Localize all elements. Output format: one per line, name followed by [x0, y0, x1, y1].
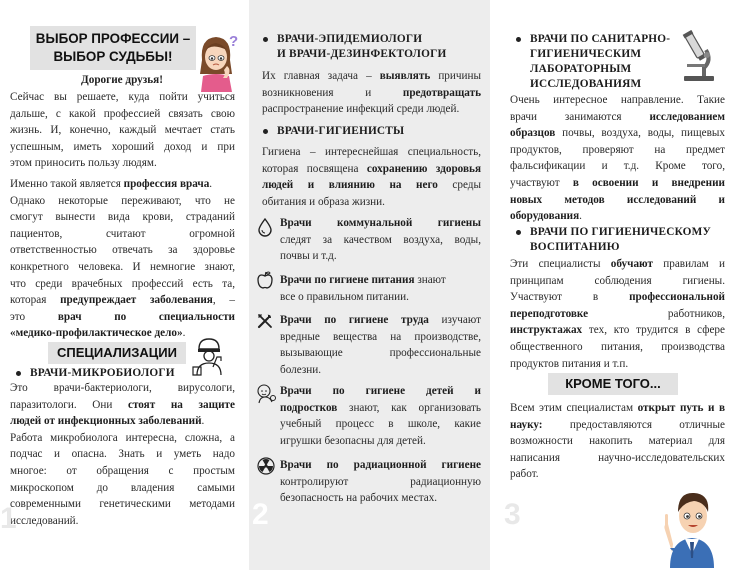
bullet-dot — [263, 129, 268, 134]
man-pointing-icon — [660, 478, 722, 568]
communal-hygiene-text: Врачи коммунальной гигиены следят за качеством воздуха, воды, почвы и т.д. — [280, 217, 481, 263]
specializations-box: СПЕЦИАЛИЗАЦИИ — [48, 342, 186, 364]
moreover-text: Всем этим специалистам открыт путь и в науку: предоставляются отличные возможности накопить материал для написания научно-исследовательских работ. — [510, 402, 725, 481]
page-number: 1 — [0, 502, 17, 535]
apple-icon — [256, 270, 274, 290]
intro-paragraph: Сейчас вы решаете, куда пойти учиться дальше, с какой профессией связать свою жизнь. И, конечно, каждый мечтает стать успешным, иметь хороший доход и при этом приносить пользу людям. — [10, 91, 235, 170]
bullet-dot — [16, 371, 21, 376]
lab-doctors-text: Очень интересное направление. Такие врачи занимаются исследованием образцов почвы, воздуха, воды, пищевых продуктов, проверяют на предмет фальсификации и т.д. Кроме того, участвуют в освоении и внедрении новых методов исследований и оборудования. — [510, 94, 725, 223]
nutrition-hygiene-text: Врачи по гигиене питания знают все о правильном питании. — [280, 274, 446, 303]
greeting: Дорогие друзья! — [81, 74, 163, 86]
microbiologists-heading: ВРАЧИ-МИКРОБИОЛОГИ — [30, 366, 175, 381]
bullet-dot — [516, 37, 521, 42]
bullet-dot — [263, 37, 268, 42]
hygiene-education-text: Эти специалисты обучают правилам и принципам соблюдения гигиены. Участвуют в профессиональной переподготовке работников, инструктажах тех, кто трудится в сфере общественного питания, производства продуктов питания и т.п. — [510, 258, 725, 370]
occupational-hygiene-text: Врачи по гигиене труда изучают вредные вещества на производстве, вызывающие профессиональные болезни. — [280, 314, 481, 376]
page-number: 3 — [504, 498, 521, 531]
column-3 — [490, 0, 732, 570]
microbiologist-icon — [191, 337, 227, 377]
radiation-icon — [257, 457, 275, 475]
baby-icon — [255, 383, 277, 405]
column-2 — [249, 0, 490, 570]
child-hygiene-text: Врачи по гигиене детей и подростков знают, как организовать учебный процесс в школе, какие игрушки безопасны для детей. — [280, 385, 481, 447]
microbiologists-text: Это врачи-бактериологи, вирусологи, паразитологи. Они стоят на защите людей от инфекционных заболеваний. Работа микробиолога интересна, сложна, а подчас и опасна. Знать и уметь надо многое: от обращения с простым микроскопом до владения самыми современными генетическими методами исследований. — [10, 382, 235, 527]
bullet-dot — [516, 230, 521, 235]
title-line-2: ВЫБОР СУДЬБЫ! — [53, 49, 173, 64]
tools-icon — [256, 312, 274, 330]
water-drop-icon — [257, 217, 273, 237]
column-1 — [0, 0, 244, 570]
epidemiologists-heading: ВРАЧИ-ЭПИДЕМИОЛОГИ И ВРАЧИ-ДЕЗИНФЕКТОЛОГИ — [277, 32, 446, 62]
page-number: 2 — [252, 498, 269, 531]
title-box — [30, 26, 196, 70]
lab-doctors-heading: ВРАЧИ ПО САНИТАРНО- ГИГИЕНИЧЕСКИМ ЛАБОРАТОРНЫМ ИССЛЕДОВАНИЯМ — [530, 32, 670, 92]
epidemiologists-text: Их главная задача – выявлять причины возникновения и предотвращать распространение инфекций среди людей. — [262, 70, 482, 116]
radiation-hygiene-text: Врачи по радиационной гигиене контролируют радиационную безопасность на рабочих местах. — [280, 459, 481, 505]
microscope-icon — [678, 30, 720, 82]
hygienists-text: Гигиена – интереснейшая специальность, которая посвящена сохранению здоровья людей и влиянию на него среды обитания и образа жизни. — [262, 146, 481, 208]
doctor-paragraph: Именно такой является профессия врача. Однако некоторые переживают, что не смогут вынести вида крови, страданий пациентов, считают огромной ответственностью отвечать за здоровье конкретного человека. И немногие знают, что среди врачебных профессий есть та, которая предупреждает заболевания, – это врач по специальности «медико-профилактическое дело». — [10, 178, 236, 340]
title-line-1: ВЫБОР ПРОФЕССИИ – — [35, 31, 191, 46]
svg-text:?: ? — [229, 33, 239, 50]
moreover-box: КРОМЕ ТОГО... — [548, 373, 678, 395]
hygiene-education-heading: ВРАЧИ ПО ГИГИЕНИЧЕСКОМУ ВОСПИТАНИЮ — [530, 225, 711, 255]
hygienists-heading: ВРАЧИ-ГИГИЕНИСТЫ — [277, 124, 404, 139]
